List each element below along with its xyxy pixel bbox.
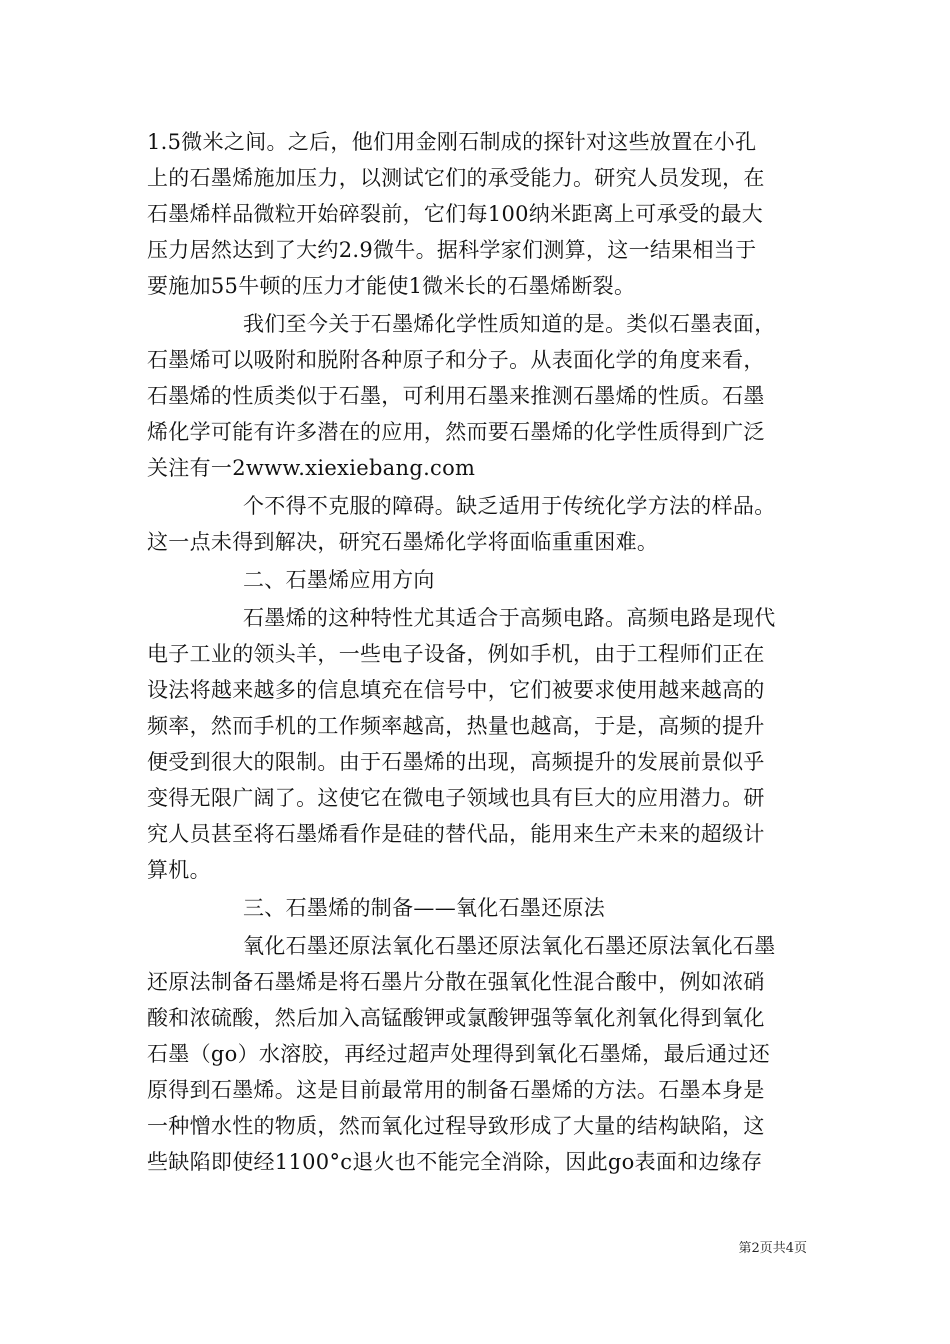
body-line: 压力居然达到了大约2.9微牛。据科学家们测算，这一结果相当于 [147,238,757,262]
body-line: 究人员甚至将石墨烯看作是硅的替代品，能用来生产未来的超级计 [147,822,765,846]
body-line: 算机。 [147,858,211,882]
section-heading: 二、石墨烯应用方向 [243,568,435,592]
body-line: 变得无限广阔了。这使它在微电子领域也具有巨大的应用潜力。研 [147,786,765,810]
page-number: 第2页共4页 [738,1241,807,1256]
body-line: 上的石墨烯施加压力，以测试它们的承受能力。研究人员发现，在 [147,166,765,190]
body-line: 石墨烯样品微粒开始碎裂前，它们每100纳米距离上可承受的最大 [147,202,764,226]
section-heading: 三、石墨烯的制备——氧化石墨还原法 [243,896,606,920]
body-line: 电子工业的领头羊，一些电子设备，例如手机，由于工程师们正在 [147,642,765,666]
body-line: 关注有一2www.xiexiebang.com [147,456,476,480]
body-line: 频率，然而手机的工作频率越高，热量也越高，于是，高频的提升 [147,714,765,738]
body-line: 要施加55牛顿的压力才能使1微米长的石墨烯断裂。 [147,274,636,298]
body-line: 酸和浓硫酸，然后加入高锰酸钾或氯酸钾强等氧化剂氧化得到氧化 [147,1006,765,1030]
body-line: 便受到很大的限制。由于石墨烯的出现，高频提升的发展前景似乎 [147,750,765,774]
body-line: 我们至今关于石墨烯化学性质知道的是。类似石墨表面， [243,312,776,336]
body-line: 一种憎水性的物质，然而氧化过程导致形成了大量的结构缺陷，这 [147,1114,765,1138]
body-line: 烯化学可能有许多潜在的应用，然而要石墨烯的化学性质得到广泛 [147,420,765,444]
body-line: 还原法制备石墨烯是将石墨片分散在强氧化性混合酸中，例如浓硝 [147,970,765,994]
body-line: 些缺陷即使经1100°c退火也不能完全消除，因此go表面和边缘存 [147,1150,763,1174]
body-line: 设法将越来越多的信息填充在信号中，它们被要求使用越来越高的 [147,678,765,702]
body-line: 石墨烯可以吸附和脱附各种原子和分子。从表面化学的角度来看， [147,348,765,372]
body-line: 石墨烯的性质类似于石墨，可利用石墨来推测石墨烯的性质。石墨 [147,384,765,408]
body-line: 1.5微米之间。之后，他们用金刚石制成的探针对这些放置在小孔 [147,130,757,154]
body-line: 个不得不克服的障碍。缺乏适用于传统化学方法的样品。 [243,494,776,518]
body-line: 石墨（go）水溶胶，再经过超声处理得到氧化石墨烯，最后通过还 [147,1042,771,1066]
body-line: 石墨烯的这种特性尤其适合于高频电路。高频电路是现代 [243,606,776,630]
body-line: 原得到石墨烯。这是目前最常用的制备石墨烯的方法。石墨本身是 [147,1078,765,1102]
body-line: 这一点未得到解决，研究石墨烯化学将面临重重困难。 [147,530,659,554]
body-line: 氧化石墨还原法氧化石墨还原法氧化石墨还原法氧化石墨 [243,934,776,958]
